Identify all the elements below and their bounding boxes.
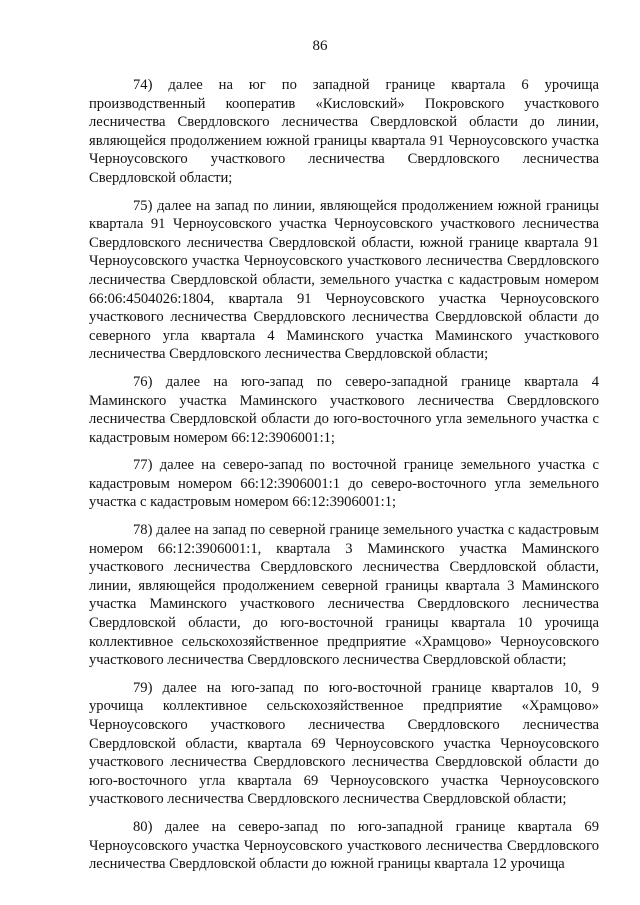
page-number: 86 <box>312 38 328 54</box>
paragraph-78: 78) далее на запад по северной границе земельного участка с кадастровым номером 66:12:3906001:1, квартала 3 Маминского участка Маминского участкового лесничества Свердловского лесничества Свердловской области, линии, являющейся продолжением северной границы квартала 3 Маминского участка Маминского участкового лесничества Свердловского лесничества Свердловской области, до юго-восточной границы квартала 10 урочища коллективное сельскохозяйственное предприятие «Храмцово» Черноусовского участкового лесничества Свердловского лесничества Свердловской области; <box>89 522 599 669</box>
document-body <box>89 76 599 883</box>
paragraph-75: 75) далее на запад по линии, являющейся продолжением южной границы квартала 91 Черноусовского участка Черноусовского участкового лесничества Свердловского лесничества Свердловской области, южной границе квартала 91 Черноусовского участка Черноусовского участкового лесничества Свердловского лесничества Свердловской области, земельного участка с кадастровым номером 66:06:4504026:1804, квартала 91 Черноусовского участка Черноусовского участкового лесничества Свердловского лесничества Свердловской области до северного угла квартала 4 Маминского участка Маминского участкового лесничества Свердловского лесничества Свердловской области; <box>89 197 599 363</box>
paragraph-76: 76) далее на юго-запад по северо-западной границе квартала 4 Маминского участка Маминского участкового лесничества Свердловского лесничества Свердловской области до юго-восточного угла земельного участка с кадастровым номером 66:12:3906001:1; <box>89 373 599 446</box>
paragraph-79: 79) далее на юго-запад по юго-восточной границе кварталов 10, 9 урочища коллективное сельскохозяйственное предприятие «Храмцово» Черноусовского участкового лесничества Свердловского лесничества Свердловской области, квартала 69 Черноусовского участка Черноусовского участкового лесничества Свердловского лесничества Свердловской области до юго-восточного угла квартала 69 Черноусовского участка Черноусовского участкового лесничества Свердловского лесничества Свердловской области; <box>89 679 599 808</box>
paragraph-80: 80) далее на северо-запад по юго-западной границе квартала 69 Черноусовского участка Черноусовского участкового лесничества Свердловского лесничества Свердловской области до южной границы квартала 12 урочища <box>89 818 599 873</box>
paragraph-74: 74) далее на юг по западной границе квартала 6 урочища производственный кооператив «Кисловский» Покровского участкового лесничества Свердловского лесничества Свердловской области до линии, являющейся продолжением южной границы квартала 91 Черноусовского участка Черноусовского участкового лесничества Свердловского лесничества Свердловской области; <box>89 77 599 186</box>
paragraph-77: 77) далее на северо-запад по восточной границе земельного участка с кадастровым номером 66:12:3906001:1 до северо-восточного угла земельного участка с кадастровым номером 66:12:3906001:1; <box>89 457 599 511</box>
